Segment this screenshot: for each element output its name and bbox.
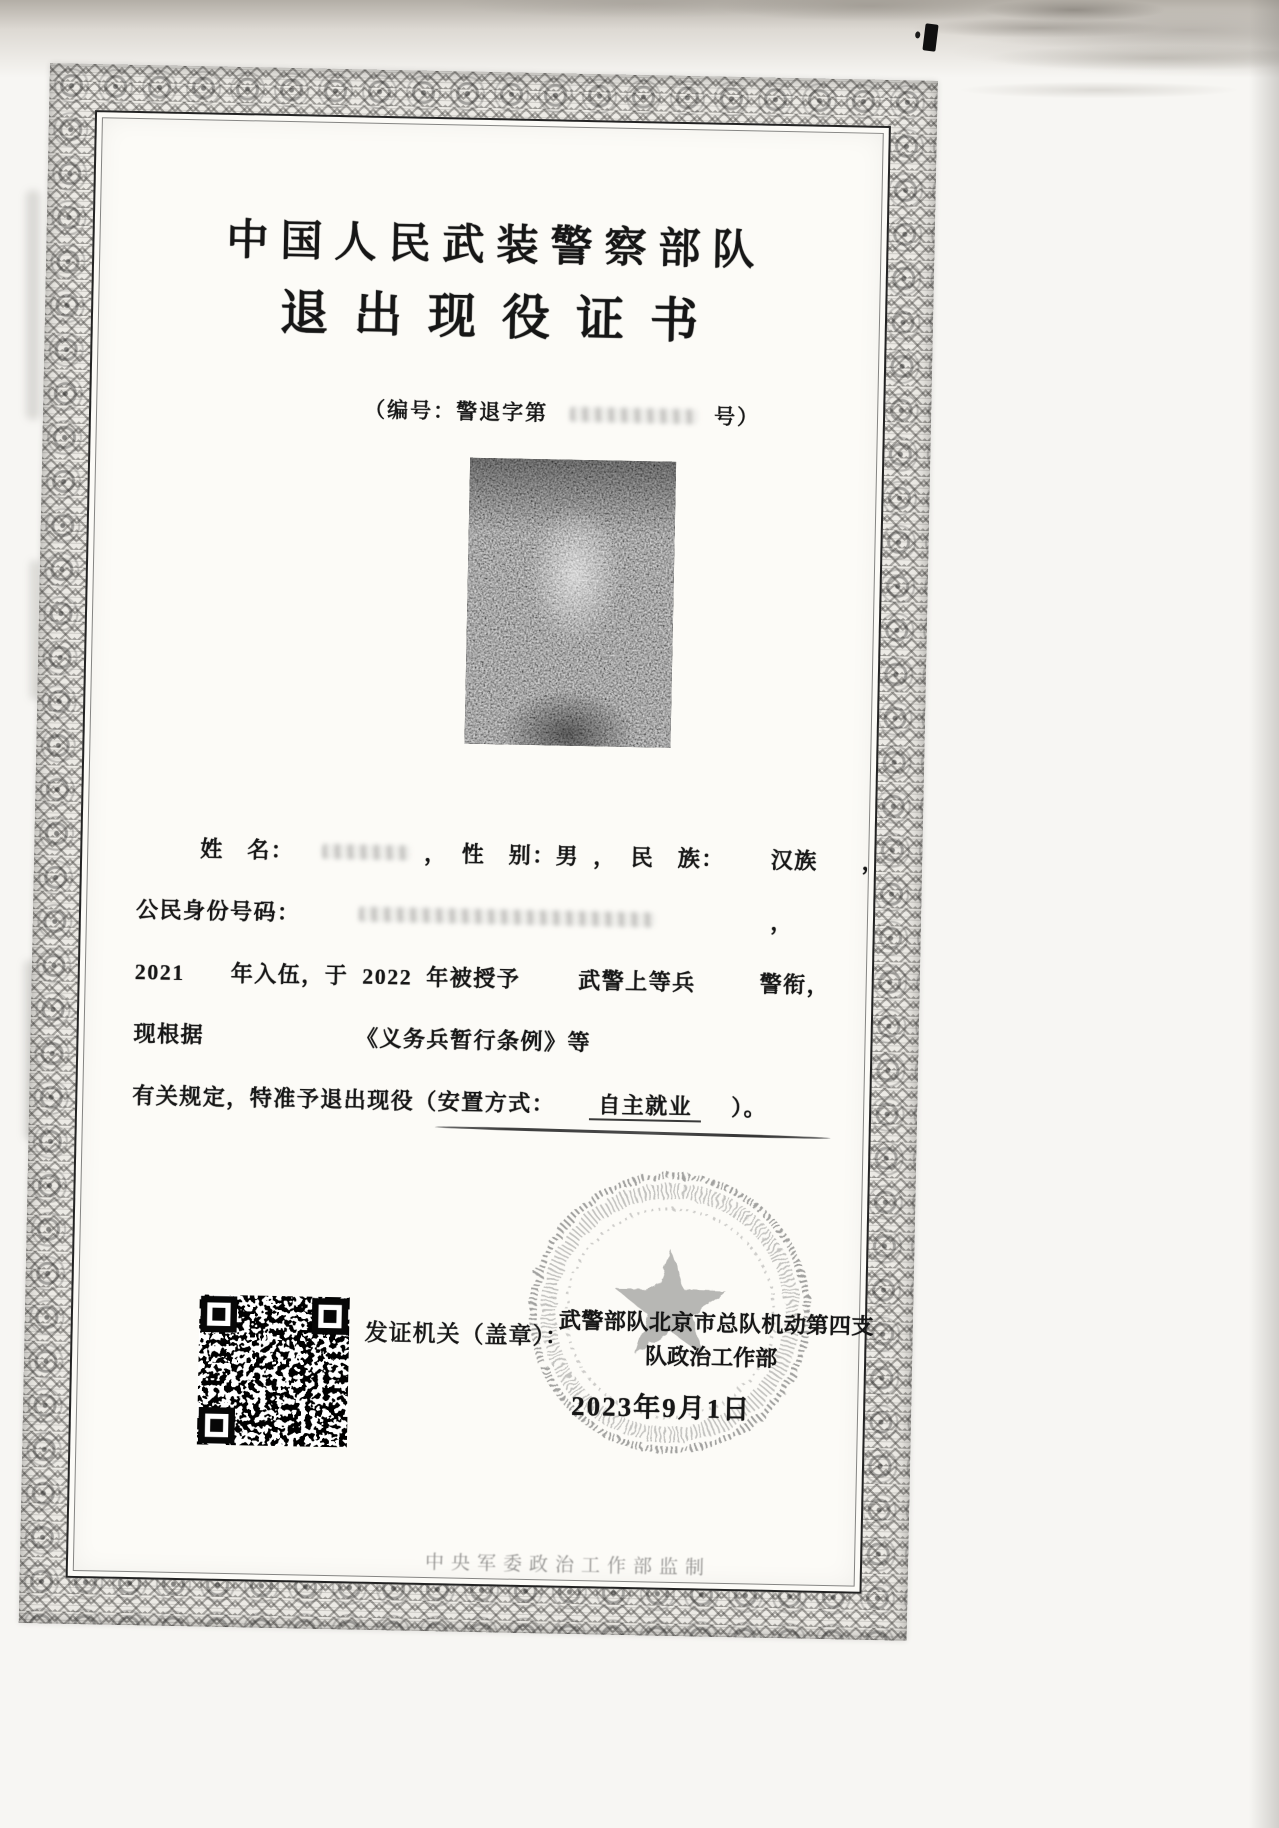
id-row	[81, 892, 839, 938]
rank-value: 武警上等兵	[578, 967, 696, 996]
paper-wrinkle-top-right	[879, 0, 1279, 130]
serial-prefix: （编号：警退字第	[363, 397, 549, 426]
name-label: 姓 名：	[200, 836, 295, 864]
certificate-title: 中国人民武装警察部队	[226, 217, 767, 275]
id-value-faded	[358, 907, 654, 928]
placement-value: 自主就业	[589, 1092, 702, 1122]
ink-mark	[922, 23, 938, 51]
approval-suffix: ）。	[730, 1095, 768, 1121]
qr-code-image	[195, 1294, 351, 1447]
issue-date: 2023年9月1日	[570, 1390, 752, 1425]
certificate	[19, 63, 938, 1641]
regulation-name: 《义务兵暂行条例》等	[355, 1025, 592, 1056]
serial-suffix: 号）	[713, 404, 761, 430]
service-row	[80, 954, 838, 1000]
id-label: 公民身份号码：	[135, 897, 301, 926]
ethnicity-value: 汉族	[770, 847, 819, 874]
name-row	[82, 830, 886, 876]
producer-imprint: 中央军委政治工作部监制	[424, 1552, 712, 1579]
approval-prefix: 有关规定，特准予退出现役（安置方式：	[132, 1083, 556, 1117]
award-label: 年被授予	[426, 964, 521, 992]
blank-underline	[435, 1125, 831, 1139]
certificate-subtitle: 退出现役证书	[279, 286, 725, 349]
issuer-label: 发证机关（盖章）：	[364, 1319, 570, 1349]
serial-line	[91, 388, 883, 434]
gender-value: 男	[555, 843, 580, 869]
enlist-year: 2021	[134, 959, 186, 986]
comma: ，	[593, 844, 618, 870]
photo-face-highlight	[464, 458, 676, 748]
award-year: 2022	[362, 963, 413, 990]
inner-sheet	[66, 110, 891, 1594]
page-edge-shade	[1249, 0, 1279, 1828]
rank-suffix: 警衔，	[759, 971, 831, 999]
comma: ，	[424, 840, 449, 867]
issuer-org-line2: 队政治工作部	[644, 1343, 778, 1372]
qr-code	[195, 1294, 351, 1447]
serial-number-faded	[570, 406, 698, 424]
name-value-faded	[322, 844, 410, 861]
comma: ，	[861, 849, 886, 876]
basis-row	[78, 1016, 836, 1062]
basis-prefix: 现根据	[133, 1021, 205, 1048]
ethnicity-label: 民 族：	[630, 845, 726, 872]
comma: ，	[770, 909, 795, 936]
gender-label: 性 别：	[461, 841, 557, 869]
enlist-label: 年入伍，于	[230, 961, 349, 989]
margin-smudge	[26, 190, 40, 420]
portrait-photo	[464, 458, 676, 748]
approval-row	[77, 1078, 835, 1124]
issuer-org-line1: 武警部队北京市总队机动第四支	[558, 1307, 875, 1339]
